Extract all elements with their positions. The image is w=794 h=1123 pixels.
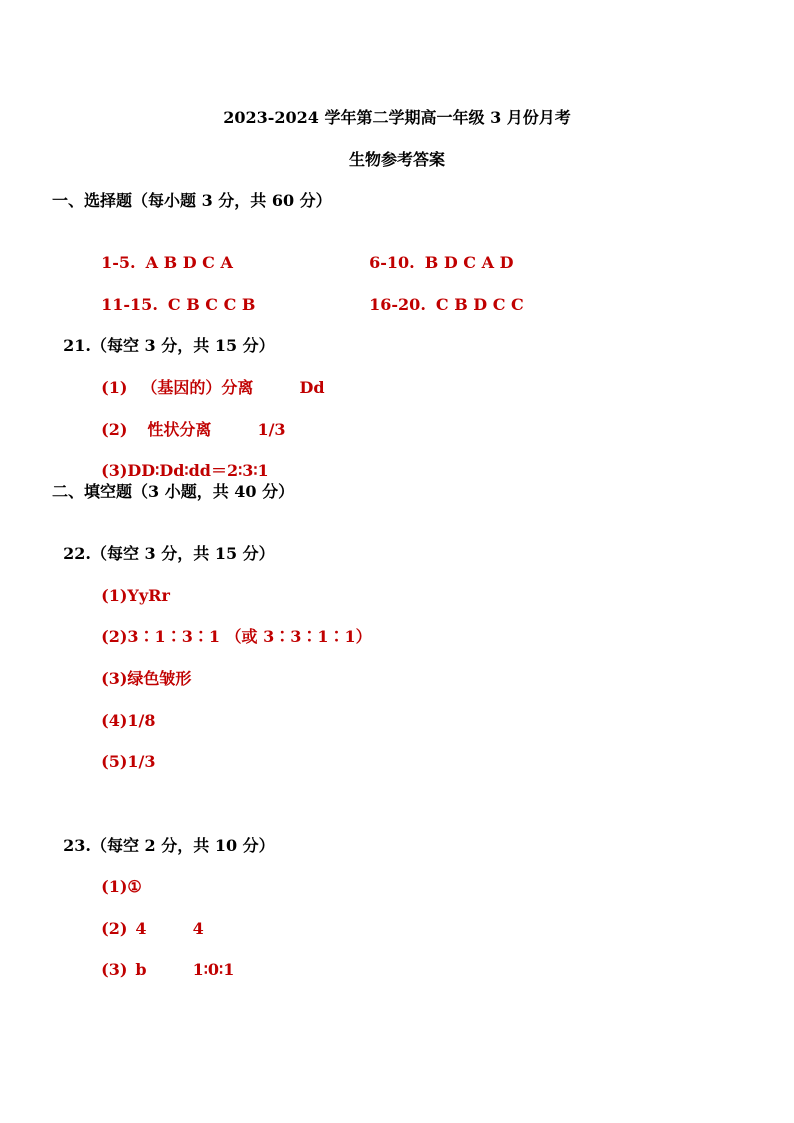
answer-item — [90, 732, 156, 772]
answer-label: (4) — [101, 711, 128, 730]
answer-item — [90, 566, 170, 606]
question-23-header — [52, 816, 275, 856]
answer-label: (2) — [101, 420, 128, 439]
answer-text: DD∶Dd∶dd＝2∶3∶1 — [127, 461, 269, 480]
section-heading-fill: 二、填空题（3 小题，共 40 分） — [52, 482, 295, 501]
choice-letters: C B C C B — [167, 295, 256, 314]
answer-text: 绿色皱形 — [127, 669, 192, 688]
choice-letters: C B D C C — [435, 295, 524, 314]
section-heading-choice: 一、选择题（每小题 3 分，共 60 分） — [52, 191, 332, 210]
question-number: 22. — [63, 544, 91, 563]
choice-range: 6-10. — [369, 253, 415, 272]
choice-letters: B D C A D — [424, 253, 514, 272]
answer-text: 4 — [192, 919, 204, 938]
answer-label: (1) — [101, 378, 128, 397]
answer-label: (1) — [101, 877, 128, 896]
answer-label: (3) — [101, 960, 128, 979]
answer-item — [90, 400, 286, 440]
question-note: （每空 3 分，共 15 分） — [90, 544, 275, 563]
answer-item — [90, 940, 234, 980]
answer-item — [90, 358, 325, 398]
answer-item — [90, 441, 269, 481]
answer-text: 1∶0∶1 — [192, 960, 235, 979]
answer-text: 1/3 — [257, 420, 286, 439]
answer-text: ① — [127, 877, 142, 896]
question-number: 23. — [63, 836, 91, 855]
question-number: 21. — [63, 336, 91, 355]
answer-text: 性状分离 — [147, 420, 212, 439]
answer-label: (1) — [101, 586, 128, 605]
answer-item — [90, 899, 204, 939]
answer-label: (2) — [101, 919, 128, 938]
answer-item — [90, 691, 156, 731]
answer-text: 3∶1∶3∶1 （或 3∶3∶1∶1） — [127, 627, 372, 646]
answer-item — [90, 649, 191, 689]
choice-range: 16-20. — [369, 295, 426, 314]
choice-answer-row — [358, 233, 513, 273]
question-note: （每空 2 分，共 10 分） — [90, 836, 275, 855]
answer-text: 1/3 — [127, 752, 156, 771]
choice-answer-row — [90, 233, 233, 273]
answer-item — [90, 857, 142, 897]
answer-label: (3) — [101, 461, 128, 480]
answer-label: (3) — [101, 669, 128, 688]
answer-text: 4 — [135, 919, 147, 938]
answer-label: (5) — [101, 752, 128, 771]
answer-text: 1/8 — [127, 711, 156, 730]
answer-text: YyRr — [127, 586, 170, 605]
choice-range: 11-15. — [101, 295, 158, 314]
answer-item — [90, 607, 372, 647]
choice-range: 1-5. — [101, 253, 136, 272]
answer-text: （基因的）分离 — [141, 378, 254, 397]
question-22-header — [52, 524, 275, 564]
page-title: 2023-2024 学年第二学期高一年级 3 月份月考 — [223, 108, 571, 127]
choice-answer-row — [358, 275, 524, 315]
question-note: （每空 3 分，共 15 分） — [90, 336, 275, 355]
question-21-header — [52, 316, 275, 356]
choice-answer-row — [90, 275, 255, 315]
answer-text: Dd — [299, 378, 325, 397]
page-subtitle: 生物参考答案 — [348, 150, 445, 169]
answer-label: (2) — [101, 627, 128, 646]
answer-text: b — [135, 960, 147, 979]
choice-letters: A B D C A — [145, 253, 233, 272]
